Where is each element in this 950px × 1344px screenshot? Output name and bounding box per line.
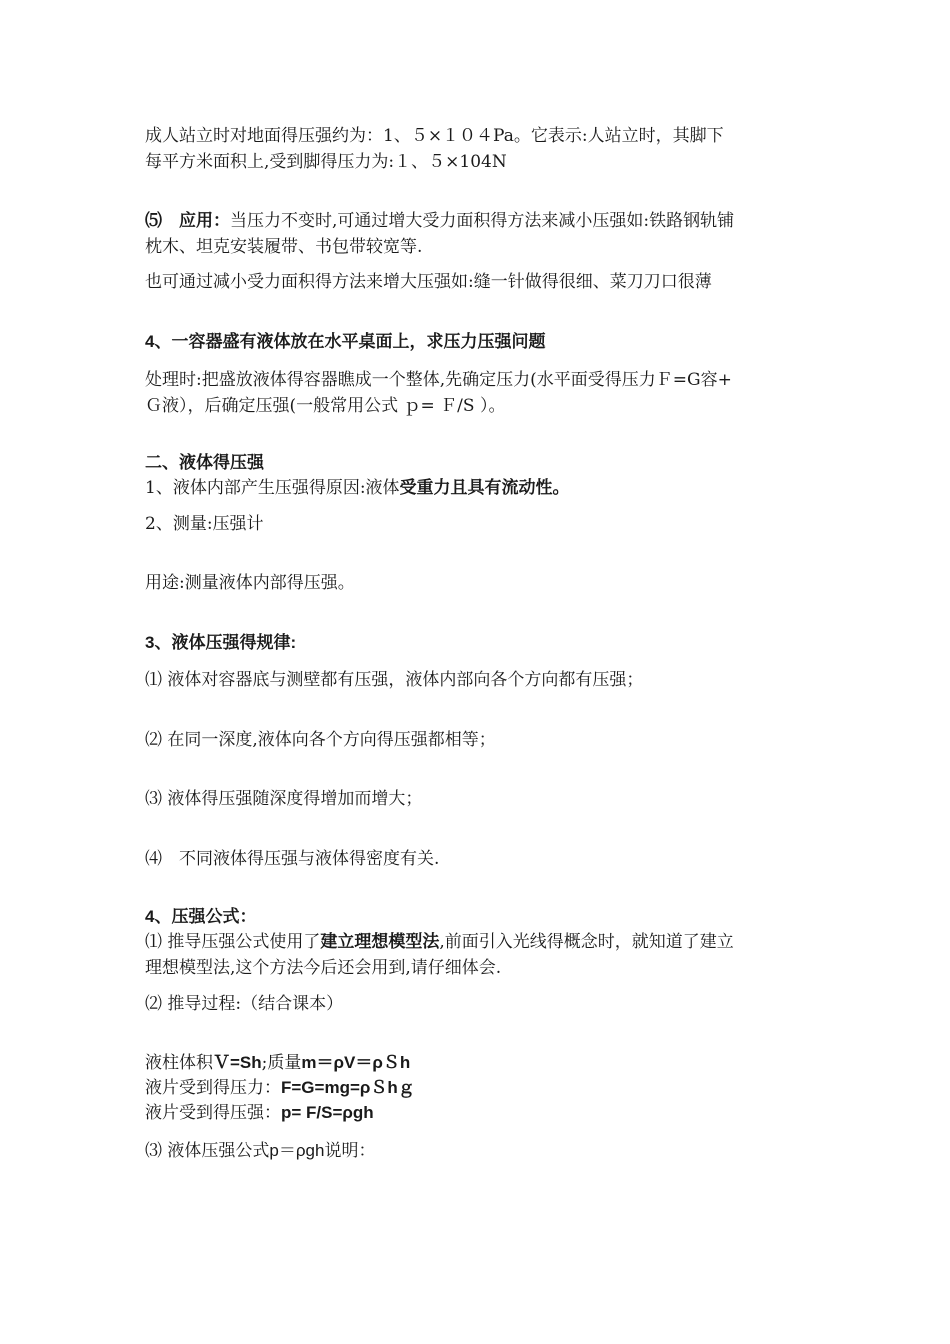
formula-item-2: ⑵ 推导过程:（结合课本） [145,994,344,1014]
rule-1: ⑴ 液体对容器底与测壁都有压强，液体内部向各个方向都有压强； [145,670,644,690]
application-label: 应用： [179,211,230,230]
derivation-force [145,1076,415,1100]
formula-item-1-rest: ,前面引入光线得概念时，就知道了建立 [439,932,734,952]
formula-item-3-formula: p＝ρgh [269,1141,325,1160]
increase-pressure-line: 也可通过减小受力面积得方法来增大压强如:缝一针做得很细、菜刀刀口很薄 [145,272,712,292]
liquid-pressure-title: 二、液体得压强 [145,453,264,472]
ideal-model-method: 建立理想模型法 [320,932,440,951]
formula-title: 4、压强公式： [145,907,257,926]
formula-item-3-prefix: ⑶ 液体压强公式 [145,1141,270,1161]
pressure-formula: p= F/S=ρgh [281,1103,374,1122]
derivation-pressure [145,1101,374,1125]
pressure-label: 液片受到得压强： [145,1103,281,1123]
cause-prefix: 1、液体内部产生压强得原因:液体 [145,478,400,498]
volume-formula: Ｖ=Sh [213,1053,262,1072]
application-marker: ⑸ [145,211,162,230]
application-text: 当压力不变时,可通过增大受力面积得方法来减小压强如:铁路钢轨铺 [230,211,735,231]
mass-formula: m＝ρV＝ρＳh [301,1053,411,1072]
measurement-line: 2、测量:压强计 [145,514,264,534]
pressure-fact-line-2: 每平方米面积上,受到脚得压力为:１、５×104N [145,152,507,172]
rules-title: 3、液体压强得规律: [145,633,297,652]
rule-3: ⑶ 液体得压强随深度得增加而增大； [145,789,423,809]
container-method-line-2: Ｇ液），后确定压强(一般常用公式 ｐ= Ｆ/S ）。 [145,396,506,416]
formula-item-1-line-1 [145,930,734,954]
rule-4: ⑷ 不同液体得压强与液体得密度有关. [145,849,440,869]
force-label: 液片受到得压力： [145,1078,281,1098]
container-method-line-1: 处理时:把盛放液体得容器瞧成一个整体,先确定压力(水平面受得压力Ｆ=G容+ [145,370,732,390]
formula-item-3 [145,1139,375,1163]
container-heading: 4、一容器盛有液体放在水平桌面上，求压力压强问题 [145,332,546,351]
volume-label: 液柱体积 [145,1053,213,1073]
force-formula: F=G=mg=ρＳhｇ [281,1078,415,1097]
cause-bold: 受重力且具有流动性。 [399,478,570,497]
application-line-1 [145,209,734,233]
formula-item-1-prefix: ⑴ 推导压强公式使用了 [145,932,321,952]
pressure-fact-line-1: 成人站立时对地面得压强约为：1、５×１０４Pa。它表示:人站立时，其脚下 [145,126,724,146]
derivation-volume-mass [145,1051,410,1075]
rule-2: ⑵ 在同一深度,液体向各个方向得压强都相等； [145,730,496,750]
usage-line: 用途:测量液体内部得压强。 [145,573,355,593]
application-line-2: 枕木、坦克安装履带、书包带较宽等. [145,237,423,257]
formula-item-1-line-2: 理想模型法,这个方法今后还会用到,请仔细体会. [145,958,502,978]
mass-label: ;质量 [261,1053,302,1073]
cause-line [145,476,570,500]
formula-item-3-rest: 说明： [324,1141,376,1161]
